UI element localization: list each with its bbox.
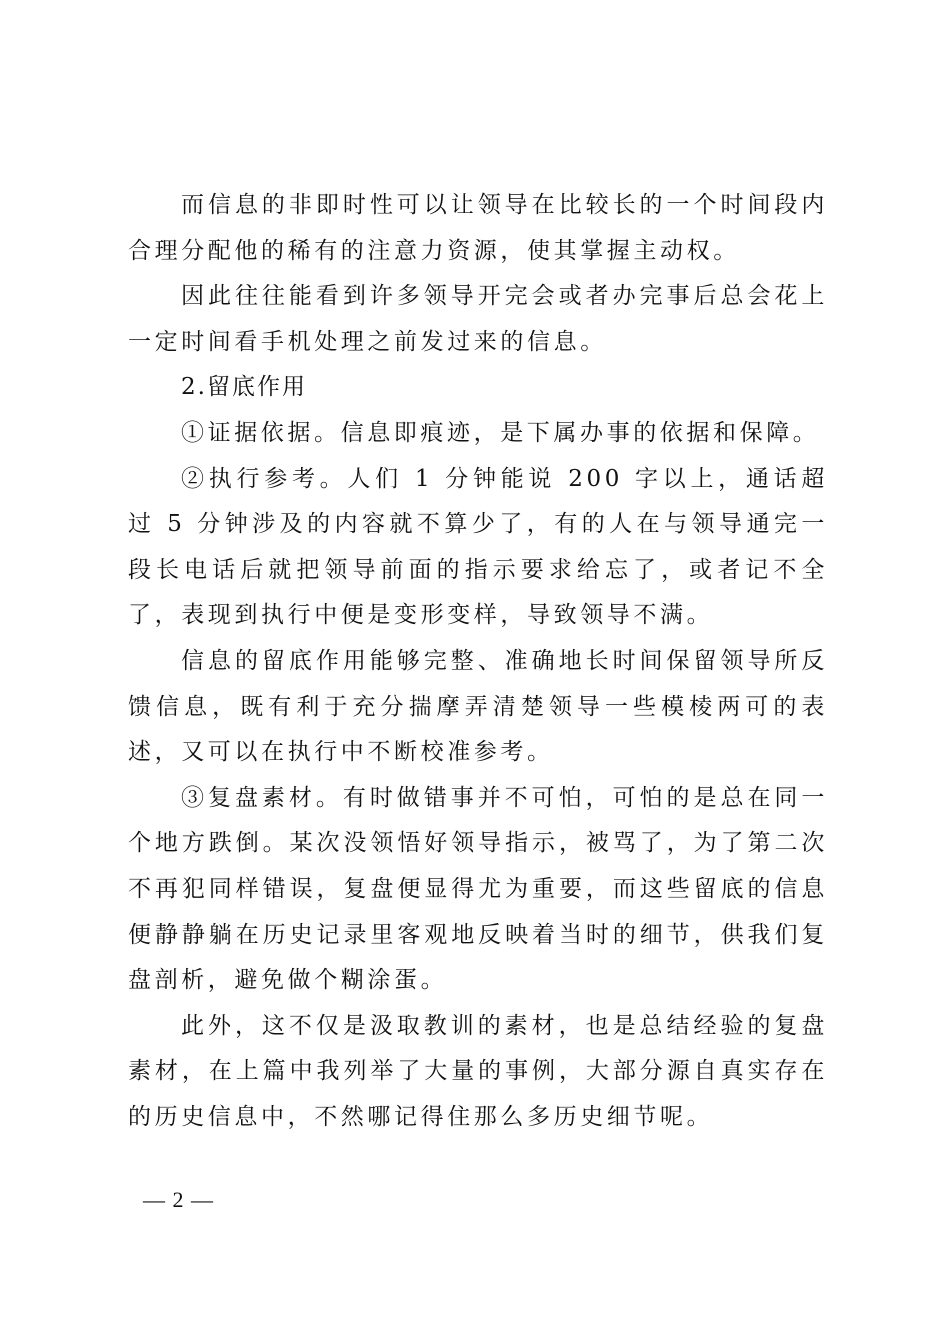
paragraph-record-retention: 信息的留底作用能够完整、准确地长时间保留领导所反馈信息，既有利于充分揣摩弄清楚领导一些模棱两可的表述，又可以在执行中不断校准参考。 — [128, 647, 828, 766]
paragraph-review-material: ③复盘素材。有时做错事并不可怕，可怕的是总在同一个地方跌倒。某次没领悟好领导指示，被骂了，为了第二次不再犯同样错误，复盘便显得尤为重要，而这些留底的信息便静静躺在历史记录里客观地反映着当时的细节，供我们复盘剖析，避免做个糊涂蛋。 — [128, 784, 828, 994]
document-body — [128, 183, 828, 1140]
page-number: — 2 — — [143, 1187, 214, 1212]
paragraph-leaders-check-phone: 因此往往能看到许多领导开完会或者办完事后总会花上一定时间看手机处理之前发过来的信息。 — [128, 283, 828, 355]
paragraph-non-immediacy: 而信息的非即时性可以让领导在比较长的一个时间段内合理分配他的稀有的注意力资源，使其掌握主动权。 — [128, 192, 828, 264]
paragraph-execution-reference: ②执行参考。人们 1 分钟能说 200 字以上，通话超过 5 分钟涉及的内容就不算少了，有的人在与领导通完一段长电话后就把领导前面的指示要求给忘了，或者记不全了，表现到执行中便是变形变样，导致领导不满。 — [128, 465, 828, 629]
section-heading-record-function: 2.留底作用 — [181, 374, 307, 401]
paragraph-lessons-and-experience: 此外，这不仅是汲取教训的素材，也是总结经验的复盘素材，在上篇中我列举了大量的事例，大部分源自真实存在的历史信息中，不然哪记得住那么多历史细节呢。 — [128, 1012, 828, 1130]
paragraph-evidence-basis: ①证据依据。信息即痕迹，是下属办事的依据和保障。 — [181, 419, 820, 446]
